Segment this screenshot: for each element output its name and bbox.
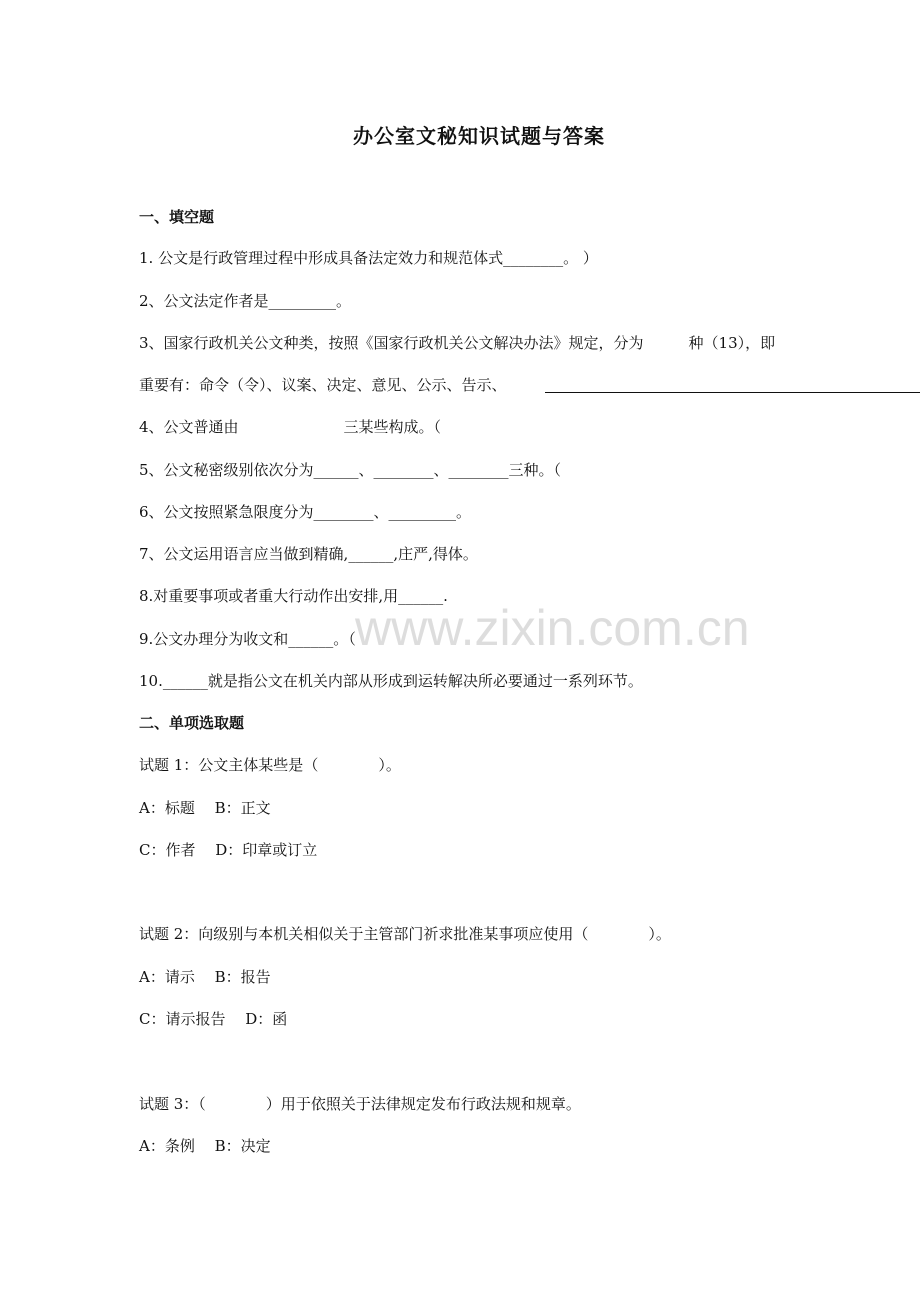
question-line: 4、公文普通由 三某些构成。（	[139, 418, 442, 436]
question-line: 试题 2：向级别与本机关相似关于主管部门祈求批准某事项应使用（ ）。	[139, 925, 671, 943]
section-heading-fill-blank: 一、填空题	[139, 208, 215, 226]
option-line: C：作者 D：印章或订立	[139, 841, 318, 859]
option-line: A：条例 B：决定	[139, 1137, 271, 1155]
question-line: 5、公文秘密级别依次分为______、________、________三种。（	[139, 461, 562, 479]
question-line: 9.公文办理分为收文和______。（	[139, 630, 356, 648]
answer-blank-line	[545, 392, 920, 393]
watermark-text: www.zixin.com.cn	[355, 600, 750, 656]
document-title: 办公室文秘知识试题与答案	[353, 124, 605, 148]
question-line: 6、公文按照紧急限度分为________、_________。	[139, 503, 472, 521]
question-line: 1. 公文是行政管理过程中形成具备法定效力和规范体式________。 ）	[139, 249, 598, 267]
question-line: 试题 1：公文主体某些是（ ）。	[139, 756, 401, 774]
section-heading-single-choice: 二、单项选取题	[139, 714, 245, 732]
option-line: A：请示 B：报告	[139, 968, 271, 986]
question-line: 8.对重要事项或者重大行动作出安排,用______.	[139, 587, 448, 605]
question-line: 2、公文法定作者是_________。	[139, 292, 352, 310]
question-line: 试题 3：（ ）用于依照关于法律规定发布行政法规和规章。	[139, 1095, 581, 1113]
question-line: 10.______就是指公文在机关内部从形成到运转解决所必要通过一系列环节。	[139, 672, 643, 690]
option-line: A：标题 B：正文	[139, 799, 271, 817]
question-line: 重要有：命令（令）、议案、决定、意见、公示、告示、	[139, 376, 507, 394]
option-line: C：请示报告 D：函	[139, 1010, 288, 1028]
question-line: 7、公文运用语言应当做到精确,______,庄严,得体。	[139, 545, 478, 563]
question-line: 3、国家行政机关公文种类，按照《国家行政机关公文解决办法》规定，分为 种（13），即	[139, 334, 776, 352]
